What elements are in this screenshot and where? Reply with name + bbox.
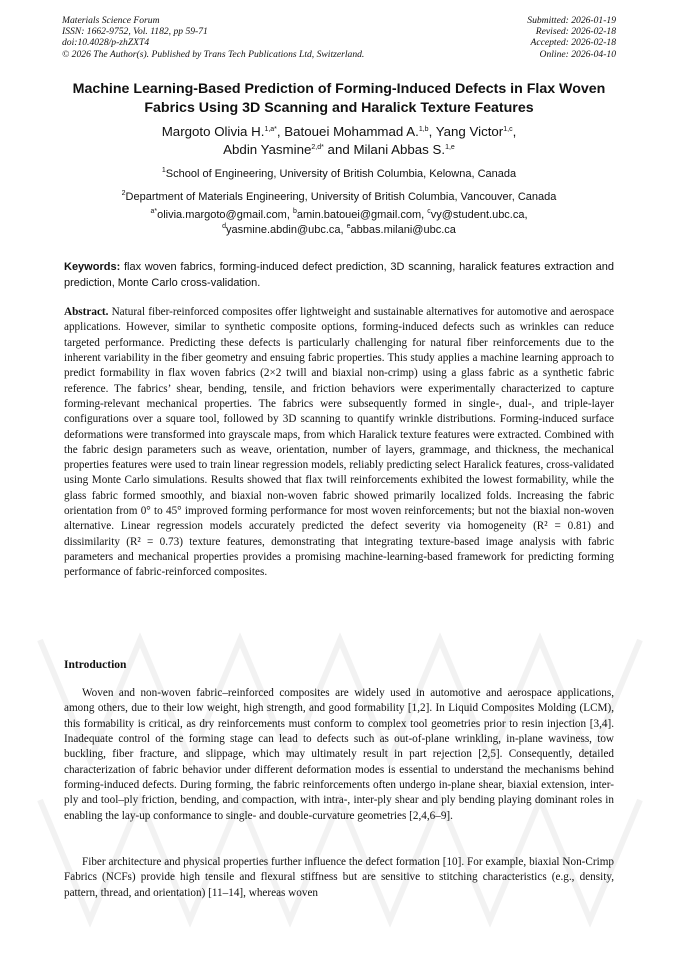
email-link[interactable]: amin.batouei@gmail.com, [296,209,428,221]
author-separator: and [323,141,354,157]
abstract-label: Abstract. [64,306,109,318]
author-name: Abdin Yasmine [223,141,312,157]
paragraph: Fiber architecture and physical properties further influence the defect formation [10]. For example, biaxial Non-Crimp Fabrics (NCFs) provide high tensile and flexural stiffness but are sensitive to stitching characteristics (e.g., density, pattern, thread, and orientation) [11–14], whereas woven [64,856,614,899]
email-link[interactable]: olivia.margoto@gmail.com, [157,209,293,221]
email-link[interactable]: yasmine.abdin@ubc.ca, [226,224,347,237]
author-separator: , [428,124,436,139]
author-sup: 1,b [418,126,429,133]
email-sup: c [427,208,431,215]
abstract-block [64,305,614,581]
accepted-date: Accepted: 2026-02-18 [530,37,616,49]
affiliation-text: Department of Materials Engineering, University of British Columbia, Vancouver, Canada [125,191,557,203]
keywords-block [64,260,614,291]
email-sup: e [346,223,351,231]
author-sup: 1,a* [264,126,277,133]
author-separator: , [276,124,285,139]
section-heading-introduction: Introduction [64,659,127,671]
paragraph: Woven and non-woven fabric–reinforced composites are widely used in automotive and aerospace applications, among others, due to their low weight, high strength, and good formability [1,2]. In Liquid Composites Molding (LCM), this formability is critical, as dry reinforcements must conform to complex tool geometries prior to resin injection [3,4]. Inadequate control of the forming stage can lead to defects such as out-of-plane wrinkling, in-plane waviness, tow buckling, fiber fracture, and slippage, which may ultimately result in part rejection [2,5]. Consequently, detailed characterization of fabric behavior under different deformation modes is essential to understand the mechanisms behind forming-induced defects. During forming, the fabric reinforcements often undergo in-plane shear, biaxial extension, inter-ply and tool–ply friction, bending, and compaction, with intra-, inter-ply shear and ply bending playing dominant roles in enabling the lay-up conformance to single- and double-curvature geometries [2,4,6–9]. [64,687,614,822]
affiliation-sup: 2 [121,190,126,197]
keywords-label: Keywords: [64,261,121,273]
issn: ISSN: 1662-9752, Vol. 1182, pp 59-71 [62,26,208,38]
affiliation-2 [50,190,628,204]
author-sup: 2,d* [311,143,324,151]
doi[interactable]: doi:10.4028/p-zhZXT4 [62,37,150,49]
author-sup: 1,c [503,126,513,133]
affiliation-1 [50,167,628,181]
author-sup: 1,e [445,143,455,151]
revised-date: Revised: 2026-02-18 [535,26,616,38]
email-list [50,208,628,239]
email-sup: a* [150,208,158,215]
email-sup: d [222,223,227,231]
email-link[interactable]: abbas.milani@ubc.ca [350,224,456,237]
author-name: Yang Victor [435,124,504,139]
author-separator: , [512,124,517,139]
email-sup: b [292,208,297,215]
abstract-text: Natural fiber-reinforced composites offer lightweight and sustainable alternatives for automotive and aerospace applications. However, similar to synthetic composite options, forming-induced defects such as wrinkles can reduce targeted performance. Predicting these defects is particularly challenging for natural fiber reinforcements due to the inherent variability in the fiber geometry and ensuing fabric properties. This study applies a machine learning approach to predict formability in flax woven fabrics (2×2 twill and biaxial non-crimp) using a glass fabric as a synthetic fabric reference. The fabrics’ shear, bending, tensile, and friction behaviors were experimentally characterized to capture forming-relevant mechanical properties. The fabrics were subsequently formed in single-, dual-, and triple-layer configurations over a square tool, followed by 3D scanning to quantify wrinkle distributions. Forming-induced surface deformations were transformed into grayscale maps, from which Haralick texture features were extracted. Combined with the fabric design parameters such as weave, orientation, number of layers, grammage, and thickness, the mechanical properties features were used to train linear regression models, reliably predicting select Haralick features, cross-validated using Monte Carlo simulations. Results showed that flax twill reinforcements exhibited the lowest formability, while the glass fabric formed smoothly, and biaxial non-woven fabric showed primarily localized folds. Increasing the fabric orientation from 0° to 45° improved forming performance for most woven reinforcements; but not the biaxial non-woven alternative. Linear regression models accurately predicted the defect severity via homogeneity (R² = 0.81) and dissimilarity (R² = 0.73) texture features, demonstrating that integrating texture-based image analysis with fabric parameters and mechanical properties provides a promising machine-learning-based framework for predicting forming performance of fabric-reinforced composites. [64,306,614,579]
copyright: © 2026 The Author(s). Published by Trans Tech Publications Ltd, Switzerland. [62,48,365,60]
author-name: Batouei Mohammad A. [284,124,419,139]
author-name: Milani Abbas S. [353,141,446,157]
keywords-text: flax woven fabrics, forming-induced defect prediction, 3D scanning, haralick features extraction and prediction, Monte Carlo cross-validation. [64,261,614,289]
email-link[interactable]: vy@student.ubc.ca, [430,209,528,221]
submitted-date: Submitted: 2026-01-19 [527,15,616,26]
affiliation-text: School of Engineering, University of British Columbia, Kelowna, Canada [165,168,517,180]
online-date: Online: 2026-04-10 [539,48,616,60]
paper-title: Machine Learning-Based Prediction of Forming-Induced Defects in Flax Woven Fabrics Using 3D Scanning and Haralick Texture Features [72,81,606,116]
affiliation-sup: 1 [161,167,166,174]
author-name: Margoto Olivia H. [161,124,265,139]
author-list [50,123,628,158]
journal-name: Materials Science Forum [62,15,160,26]
